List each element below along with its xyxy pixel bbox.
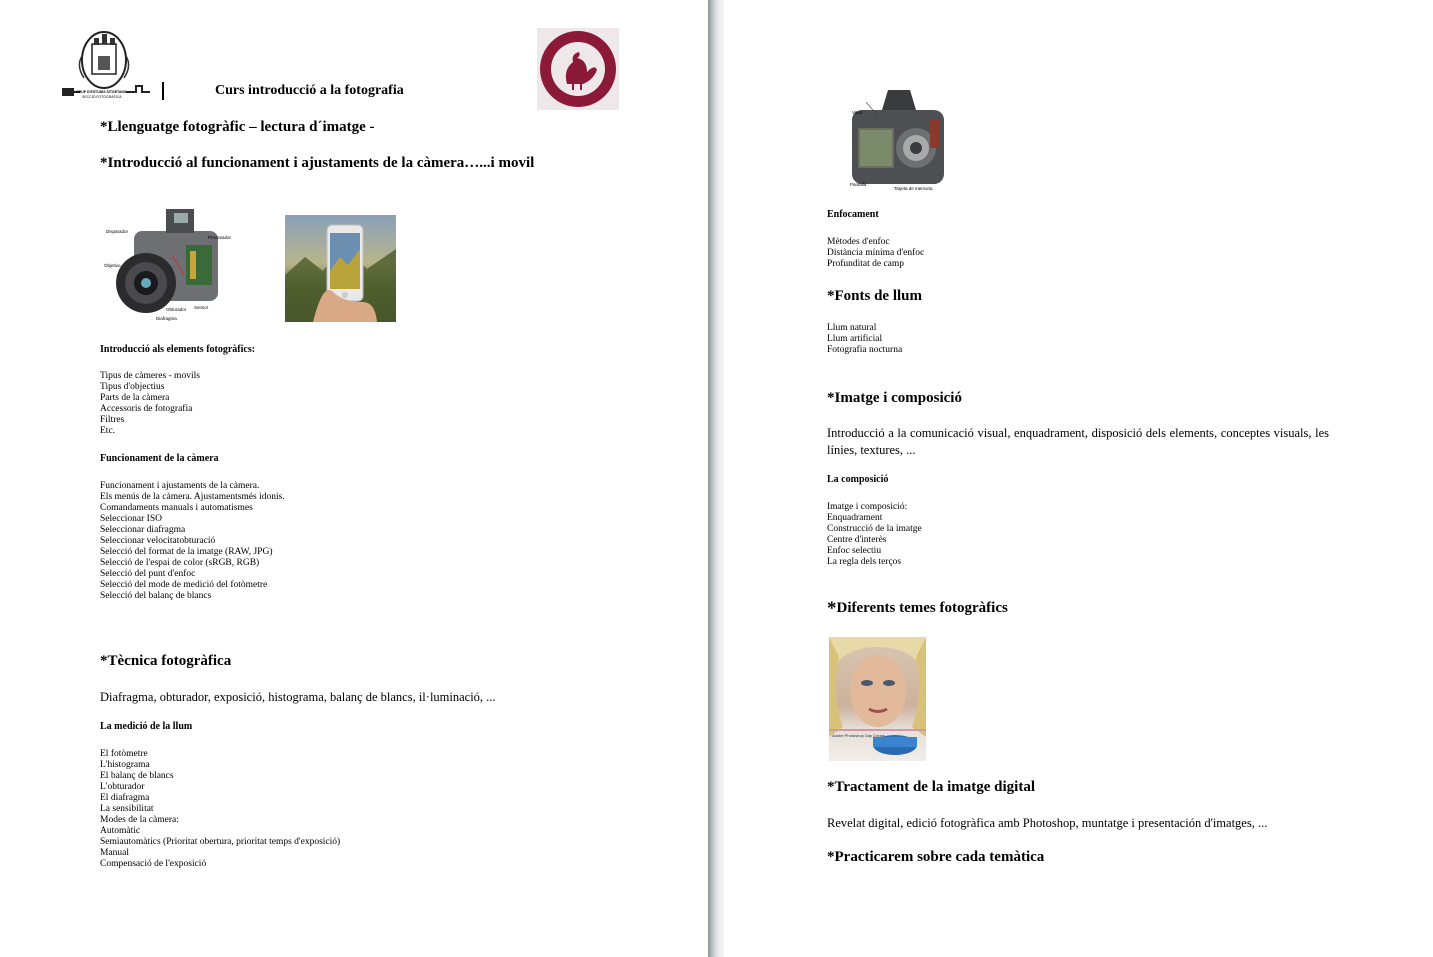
- list-item: Parts de la càmera: [100, 393, 170, 403]
- list-item: El balanç de blancs: [100, 771, 174, 781]
- heading-practicarem: *Practicarem sobre cada temàtica: [827, 849, 1045, 865]
- heading-temes-text: Diferents temes fotogràfics: [836, 600, 1008, 616]
- list-item: Tipus d'objectius: [100, 382, 165, 392]
- list-item: L'histograma: [100, 760, 150, 770]
- casino-logo: [537, 28, 619, 110]
- list-item: Seleccionar velocitatobturació: [100, 536, 216, 546]
- list-item: Accessoris de fotografia: [100, 404, 193, 414]
- sec-elements-list: [100, 371, 200, 437]
- list-item: El diafragma: [100, 793, 150, 803]
- camera-cutaway-icon: [104, 205, 228, 323]
- list-item: Seleccionar diafragma: [100, 525, 186, 535]
- imatge-paragraph: Introducció a la comunicació visual, enquadrament, disposició dels elements, conceptes visuals, les línies, textures, ...: [827, 426, 1329, 457]
- list-item: La sensibilitat: [100, 804, 154, 814]
- heading-temes-star: *: [827, 598, 837, 619]
- list-item: Enfoc selectiu: [827, 546, 882, 556]
- camera-label-disparador: Disparador: [106, 229, 129, 234]
- list-item: Fotografia nocturna: [827, 345, 903, 355]
- heading-intro: *Introducció al funcionament i ajustaments de la càmera…...i movil: [100, 155, 535, 171]
- header-title: Curs introducció a la fotografia: [215, 83, 404, 98]
- list-item: La regla dels terços: [827, 557, 902, 567]
- sec-func-list: [100, 481, 285, 602]
- list-item: Enquadrament: [827, 513, 883, 523]
- camera-label-sensor: Sensor: [194, 305, 209, 310]
- sec-composicio-title: La composició: [827, 474, 889, 485]
- list-item: Automàtic: [100, 826, 141, 836]
- heading-fonts: *Fonts de llum: [827, 288, 923, 304]
- list-item: Etc.: [100, 426, 116, 436]
- ges-logo: [56, 26, 156, 102]
- page-gutter: [708, 0, 724, 957]
- sec-func-title: Funcionament de la càmera: [100, 453, 219, 464]
- sec-enfocament-title: Enfocament: [827, 209, 879, 220]
- list-item: Selecció del punt d'enfoc: [100, 569, 196, 579]
- rooster-seal-icon: [537, 28, 619, 110]
- list-item: Mètodes d'enfoc: [827, 237, 890, 247]
- heading-temes: [827, 598, 1008, 620]
- heading-lenguatge: *Llenguatge fotogràfic – lectura d´imatge -: [100, 119, 375, 135]
- camera-label-objetivo: Objetivo: [104, 263, 121, 268]
- header-divider: [162, 82, 164, 100]
- tecnica-paragraph: Diafragma, obturador, exposició, histograma, balanç de blancs, il·luminació, ...: [100, 690, 496, 704]
- sec-composicio-list: [827, 502, 922, 568]
- sec-elements-title: Introducció als elements fotogràfics:: [100, 344, 256, 355]
- fonts-list: [827, 323, 902, 356]
- camera-label-visor: Visor: [852, 110, 863, 115]
- camera-back-icon: [846, 86, 950, 192]
- camera-label-obturador: Obturador: [166, 307, 187, 312]
- list-item: Filtres: [100, 415, 125, 425]
- list-item: Tipus de càmeres - movils: [100, 371, 200, 381]
- camera-label-procesador: Procesador: [208, 235, 232, 240]
- document-page-1: [0, 0, 708, 957]
- list-item: Funcionament i ajustaments de la càmera.: [100, 481, 260, 491]
- list-item: Selecció del balanç de blancs: [100, 591, 212, 601]
- list-item: Centre d'interès: [827, 535, 887, 545]
- list-item: L'obturador: [100, 782, 145, 792]
- list-item: Llum natural: [827, 323, 877, 333]
- list-item: Modes de la càmera:: [100, 815, 179, 825]
- camera-label-pantalla: Pantalla: [850, 182, 867, 187]
- ges-logo-text-1: GRUP D'ESTUDIS SITGETANS: [76, 90, 127, 94]
- ad-caption: Adobe Photoshop Day Cream: [832, 733, 886, 738]
- portrait-ad-image: [829, 637, 926, 761]
- sec-medicio-title: La medició de la llum: [100, 721, 193, 732]
- list-item: Distància mínima d'enfoc: [827, 248, 925, 258]
- ges-logo-text-2: SECCIÓ FOTOGRÀFICA: [82, 95, 122, 99]
- list-item: Selecció del mode de medició del fotòmetre: [100, 580, 268, 590]
- list-item: Llum artificial: [827, 334, 883, 344]
- list-item: Els menús de la càmera. Ajustamentsmés idonis.: [100, 492, 285, 502]
- list-item: Construcció de la imatge: [827, 524, 922, 534]
- dslr-back-image: [846, 86, 950, 192]
- camera-label-diafragma: Diafragma: [156, 316, 177, 321]
- phone-photo-image: [285, 215, 396, 322]
- camera-label-tarjeta: Tarjeta de memoria: [894, 186, 933, 191]
- list-item: Imatge i composició:: [827, 502, 908, 512]
- heading-imatge: *Imatge i composició: [827, 390, 962, 406]
- list-item: Comandaments manuals i automatismes: [100, 503, 253, 513]
- smartphone-in-hand-icon: [285, 215, 396, 322]
- list-item: Selecció de l'espai de color (sRGB, RGB): [100, 558, 260, 568]
- dslr-cutaway-image: [104, 205, 232, 323]
- tractament-paragraph: Revelat digital, edició fotogràfica amb Photoshop, muntatge i presentación d'imatges, ...: [827, 816, 1268, 830]
- woman-portrait-icon: [829, 637, 926, 761]
- list-item: Selecció del format de la imatge (RAW, JPG): [100, 547, 273, 557]
- sec-enfocament-list: [827, 237, 924, 270]
- list-item: Seleccionar ISO: [100, 514, 162, 524]
- list-item: Compensació de l'exposició: [100, 859, 207, 869]
- document-page-2: [724, 0, 1433, 957]
- heading-tecnica: *Tècnica fotogràfica: [100, 653, 232, 669]
- list-item: El fotòmetre: [100, 749, 148, 759]
- list-item: Profunditat de camp: [827, 259, 905, 269]
- heading-tractament: *Tractament de la imatge digital: [827, 779, 1036, 795]
- list-item: Manual: [100, 848, 130, 858]
- list-item: Semiautomàtics (Prioritat obertura, prioritat temps d'exposició): [100, 837, 341, 847]
- sec-medicio-list: [100, 749, 340, 870]
